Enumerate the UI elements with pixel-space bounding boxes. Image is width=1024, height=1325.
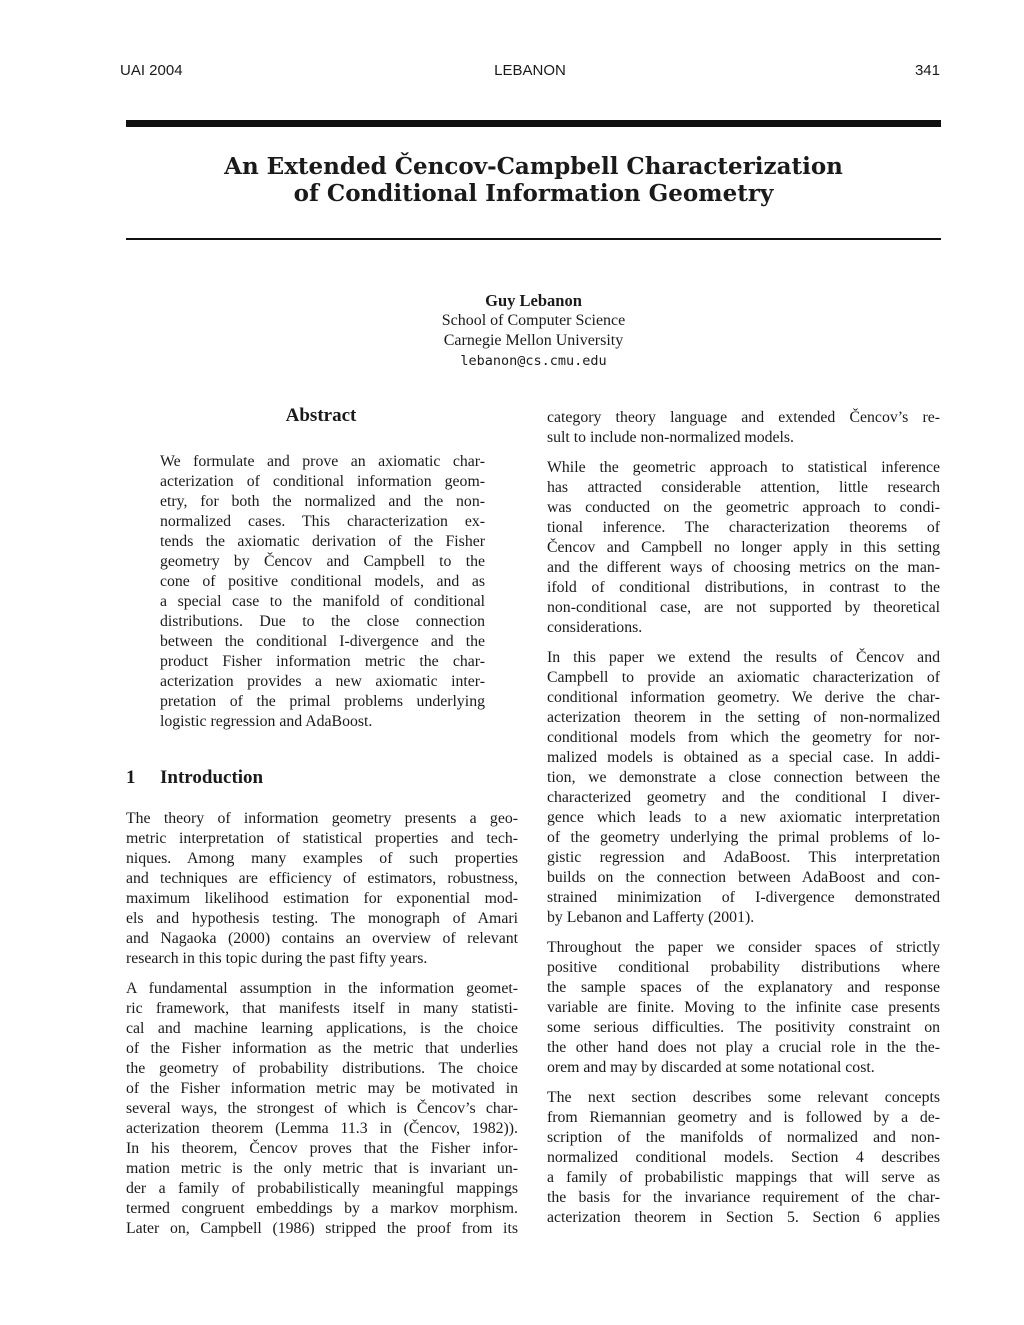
text-line: gence which leads to a new axiomatic interpretation bbox=[547, 809, 940, 826]
text-line: was conducted on the geometric approach to condi- bbox=[547, 499, 940, 516]
text-line: ifold of conditional distributions, in contrast to the bbox=[547, 579, 940, 596]
text-line: a family of probabilistic mappings that will serve as bbox=[547, 1169, 940, 1186]
text-line: strained minimization of I-divergence demonstrated bbox=[547, 889, 940, 906]
text-line: category theory language and extended Čencov’s re- bbox=[547, 409, 940, 426]
text-line: and techniques are efficiency of estimators, robustness, bbox=[126, 870, 518, 887]
paragraph bbox=[547, 938, 940, 1078]
abstract-line: distributions. Due to the close connection bbox=[160, 613, 485, 630]
text-line: While the geometric approach to statistical inference bbox=[547, 459, 940, 476]
text-line: the sample spaces of the explanatory and response bbox=[547, 979, 940, 996]
abstract-line: acterization provides a new axiomatic inter- bbox=[160, 673, 485, 690]
text-line: Throughout the paper we consider spaces of strictly bbox=[547, 939, 940, 956]
text-line: maximum likelihood estimation for exponential mod- bbox=[126, 890, 518, 907]
author-name: Guy Lebanon bbox=[485, 291, 582, 310]
text-line: conditional information geometry. We derive the char- bbox=[547, 689, 940, 706]
abstract-line: tends the axiomatic derivation of the Fisher bbox=[160, 533, 485, 550]
text-line: gistic regression and AdaBoost. This interpretation bbox=[547, 849, 940, 866]
text-line: acterization theorem in the setting of non-normalized bbox=[547, 709, 940, 726]
text-line: In this paper we extend the results of Čencov and bbox=[547, 649, 940, 666]
text-line: Later on, Campbell (1986) stripped the proof from its bbox=[126, 1220, 518, 1237]
abstract-line: acterization of conditional information geom- bbox=[160, 473, 485, 490]
text-line: the other hand does not play a crucial role in the the- bbox=[547, 1039, 940, 1056]
title-bottom-rule bbox=[126, 238, 941, 240]
author-department: School of Computer Science bbox=[441, 312, 626, 329]
left-column-body bbox=[126, 809, 518, 1239]
paragraph bbox=[547, 1088, 940, 1228]
text-line: positive conditional probability distributions where bbox=[547, 959, 940, 976]
abstract-body bbox=[160, 452, 485, 732]
text-line: els and hypothesis testing. The monograph of Amari bbox=[126, 910, 518, 927]
text-line: considerations. bbox=[547, 619, 643, 636]
abstract-line: logistic regression and AdaBoost. bbox=[160, 713, 373, 730]
text-line: builds on the connection between AdaBoost and con- bbox=[547, 869, 940, 886]
text-line: malized models is obtained as a special case. In addi- bbox=[547, 749, 940, 766]
text-line: several ways, the strongest of which is Čencov’s char- bbox=[126, 1100, 518, 1117]
abstract-line: product Fisher information metric the char- bbox=[160, 653, 485, 670]
abstract-line: We formulate and prove an axiomatic char- bbox=[160, 453, 485, 470]
abstract-line: between the conditional I-divergence and the bbox=[160, 633, 485, 650]
text-line: some serious difficulties. The positivity constraint on bbox=[547, 1019, 940, 1036]
text-line: sult to include non-normalized models. bbox=[547, 429, 794, 446]
paragraph bbox=[547, 408, 940, 448]
title-line-1: An Extended Čencov-Campbell Characterization bbox=[224, 153, 843, 180]
author-email: lebanon@cs.cmu.edu bbox=[460, 353, 607, 369]
abstract-line: pretation of the primal problems underlying bbox=[160, 693, 485, 710]
text-line: variable are finite. Moving to the infinite case presents bbox=[547, 999, 940, 1016]
running-header bbox=[120, 62, 940, 82]
text-line: A fundamental assumption in the information geomet- bbox=[126, 980, 518, 997]
text-line: and the different ways of choosing metrics on the man- bbox=[547, 559, 940, 576]
text-line: der a family of probabilistically meaningful mappings bbox=[126, 1180, 518, 1197]
text-line: mation metric is the only metric that is invariant un- bbox=[126, 1160, 518, 1177]
section-title: Introduction bbox=[160, 767, 264, 788]
abstract-line: cone of positive conditional models, and as bbox=[160, 573, 485, 590]
text-line: of the geometry underlying the primal problems of lo- bbox=[547, 829, 940, 846]
text-line: acterization theorem in Section 5. Section 6 applies bbox=[547, 1209, 940, 1226]
section-number: 1 bbox=[126, 767, 136, 788]
text-line: The theory of information geometry presents a geo- bbox=[126, 810, 518, 827]
section-heading-introduction bbox=[126, 767, 516, 789]
abstract-line: normalized cases. This characterization ex- bbox=[160, 513, 485, 530]
paragraph bbox=[126, 979, 518, 1239]
text-line: of the Fisher information as the metric that underlies bbox=[126, 1040, 518, 1057]
text-line: termed congruent embeddings by a markov morphism. bbox=[126, 1200, 518, 1217]
text-line: acterization theorem (Lemma 11.3 in (Čencov, 1982)). bbox=[126, 1120, 518, 1137]
text-line: from Riemannian geometry and is followed by a de- bbox=[547, 1109, 940, 1126]
text-line: tion, we demonstrate a close connection between the bbox=[547, 769, 940, 786]
paragraph bbox=[547, 458, 940, 638]
text-line: the basis for the invariance requirement of the char- bbox=[547, 1189, 940, 1206]
text-line: has attracted considerable attention, little research bbox=[547, 479, 940, 496]
abstract-line: geometry by Čencov and Campbell to the bbox=[160, 553, 485, 570]
title-top-rule bbox=[126, 120, 941, 127]
paper-title bbox=[126, 153, 941, 207]
text-line: In his theorem, Čencov proves that the Fisher infor- bbox=[126, 1140, 518, 1157]
paragraph bbox=[547, 648, 940, 928]
title-line-2: of Conditional Information Geometry bbox=[293, 180, 774, 207]
author-block bbox=[126, 291, 941, 371]
header-venue: UAI 2004 bbox=[120, 62, 183, 79]
text-line: characterized geometry and the conditional I diver- bbox=[547, 789, 940, 806]
text-line: metric interpretation of statistical properties and tech- bbox=[126, 830, 518, 847]
text-line: and Nagaoka (2000) contains an overview of relevant bbox=[126, 930, 518, 947]
text-line: Čencov and Campbell no longer apply in this setting bbox=[547, 539, 940, 556]
text-line: Campbell to provide an axiomatic characterization of bbox=[547, 669, 940, 686]
header-author: LEBANON bbox=[494, 62, 566, 79]
text-line: non-conditional case, are not supported by theoretical bbox=[547, 599, 940, 616]
text-line: of the Fisher information metric may be motivated in bbox=[126, 1080, 518, 1097]
text-line: ric framework, that manifests itself in many statisti- bbox=[126, 1000, 518, 1017]
text-line: cal and machine learning applications, is the choice bbox=[126, 1020, 518, 1037]
text-line: research in this topic during the past fifty years. bbox=[126, 950, 428, 967]
text-line: by Lebanon and Lafferty (2001). bbox=[547, 909, 755, 926]
abstract-heading: Abstract bbox=[285, 405, 357, 426]
right-column-body bbox=[547, 408, 940, 1228]
text-line: the geometry of probability distributions. The choice bbox=[126, 1060, 518, 1077]
author-university: Carnegie Mellon University bbox=[443, 332, 624, 349]
text-line: tional inference. The characterization theorems of bbox=[547, 519, 940, 536]
abstract-line: etry, for both the normalized and the non- bbox=[160, 493, 485, 510]
text-line: niques. Among many examples of such properties bbox=[126, 850, 518, 867]
text-line: The next section describes some relevant concepts bbox=[547, 1089, 940, 1106]
text-line: scription of the manifolds of normalized and non- bbox=[547, 1129, 940, 1146]
abstract-line: a special case to the manifold of conditional bbox=[160, 593, 485, 610]
paragraph bbox=[126, 809, 518, 969]
header-page-number: 341 bbox=[914, 62, 940, 79]
text-line: orem and may by discarded at some notational cost. bbox=[547, 1059, 875, 1076]
text-line: conditional models from which the geometry for nor- bbox=[547, 729, 940, 746]
text-line: normalized conditional models. Section 4 describes bbox=[547, 1149, 940, 1166]
